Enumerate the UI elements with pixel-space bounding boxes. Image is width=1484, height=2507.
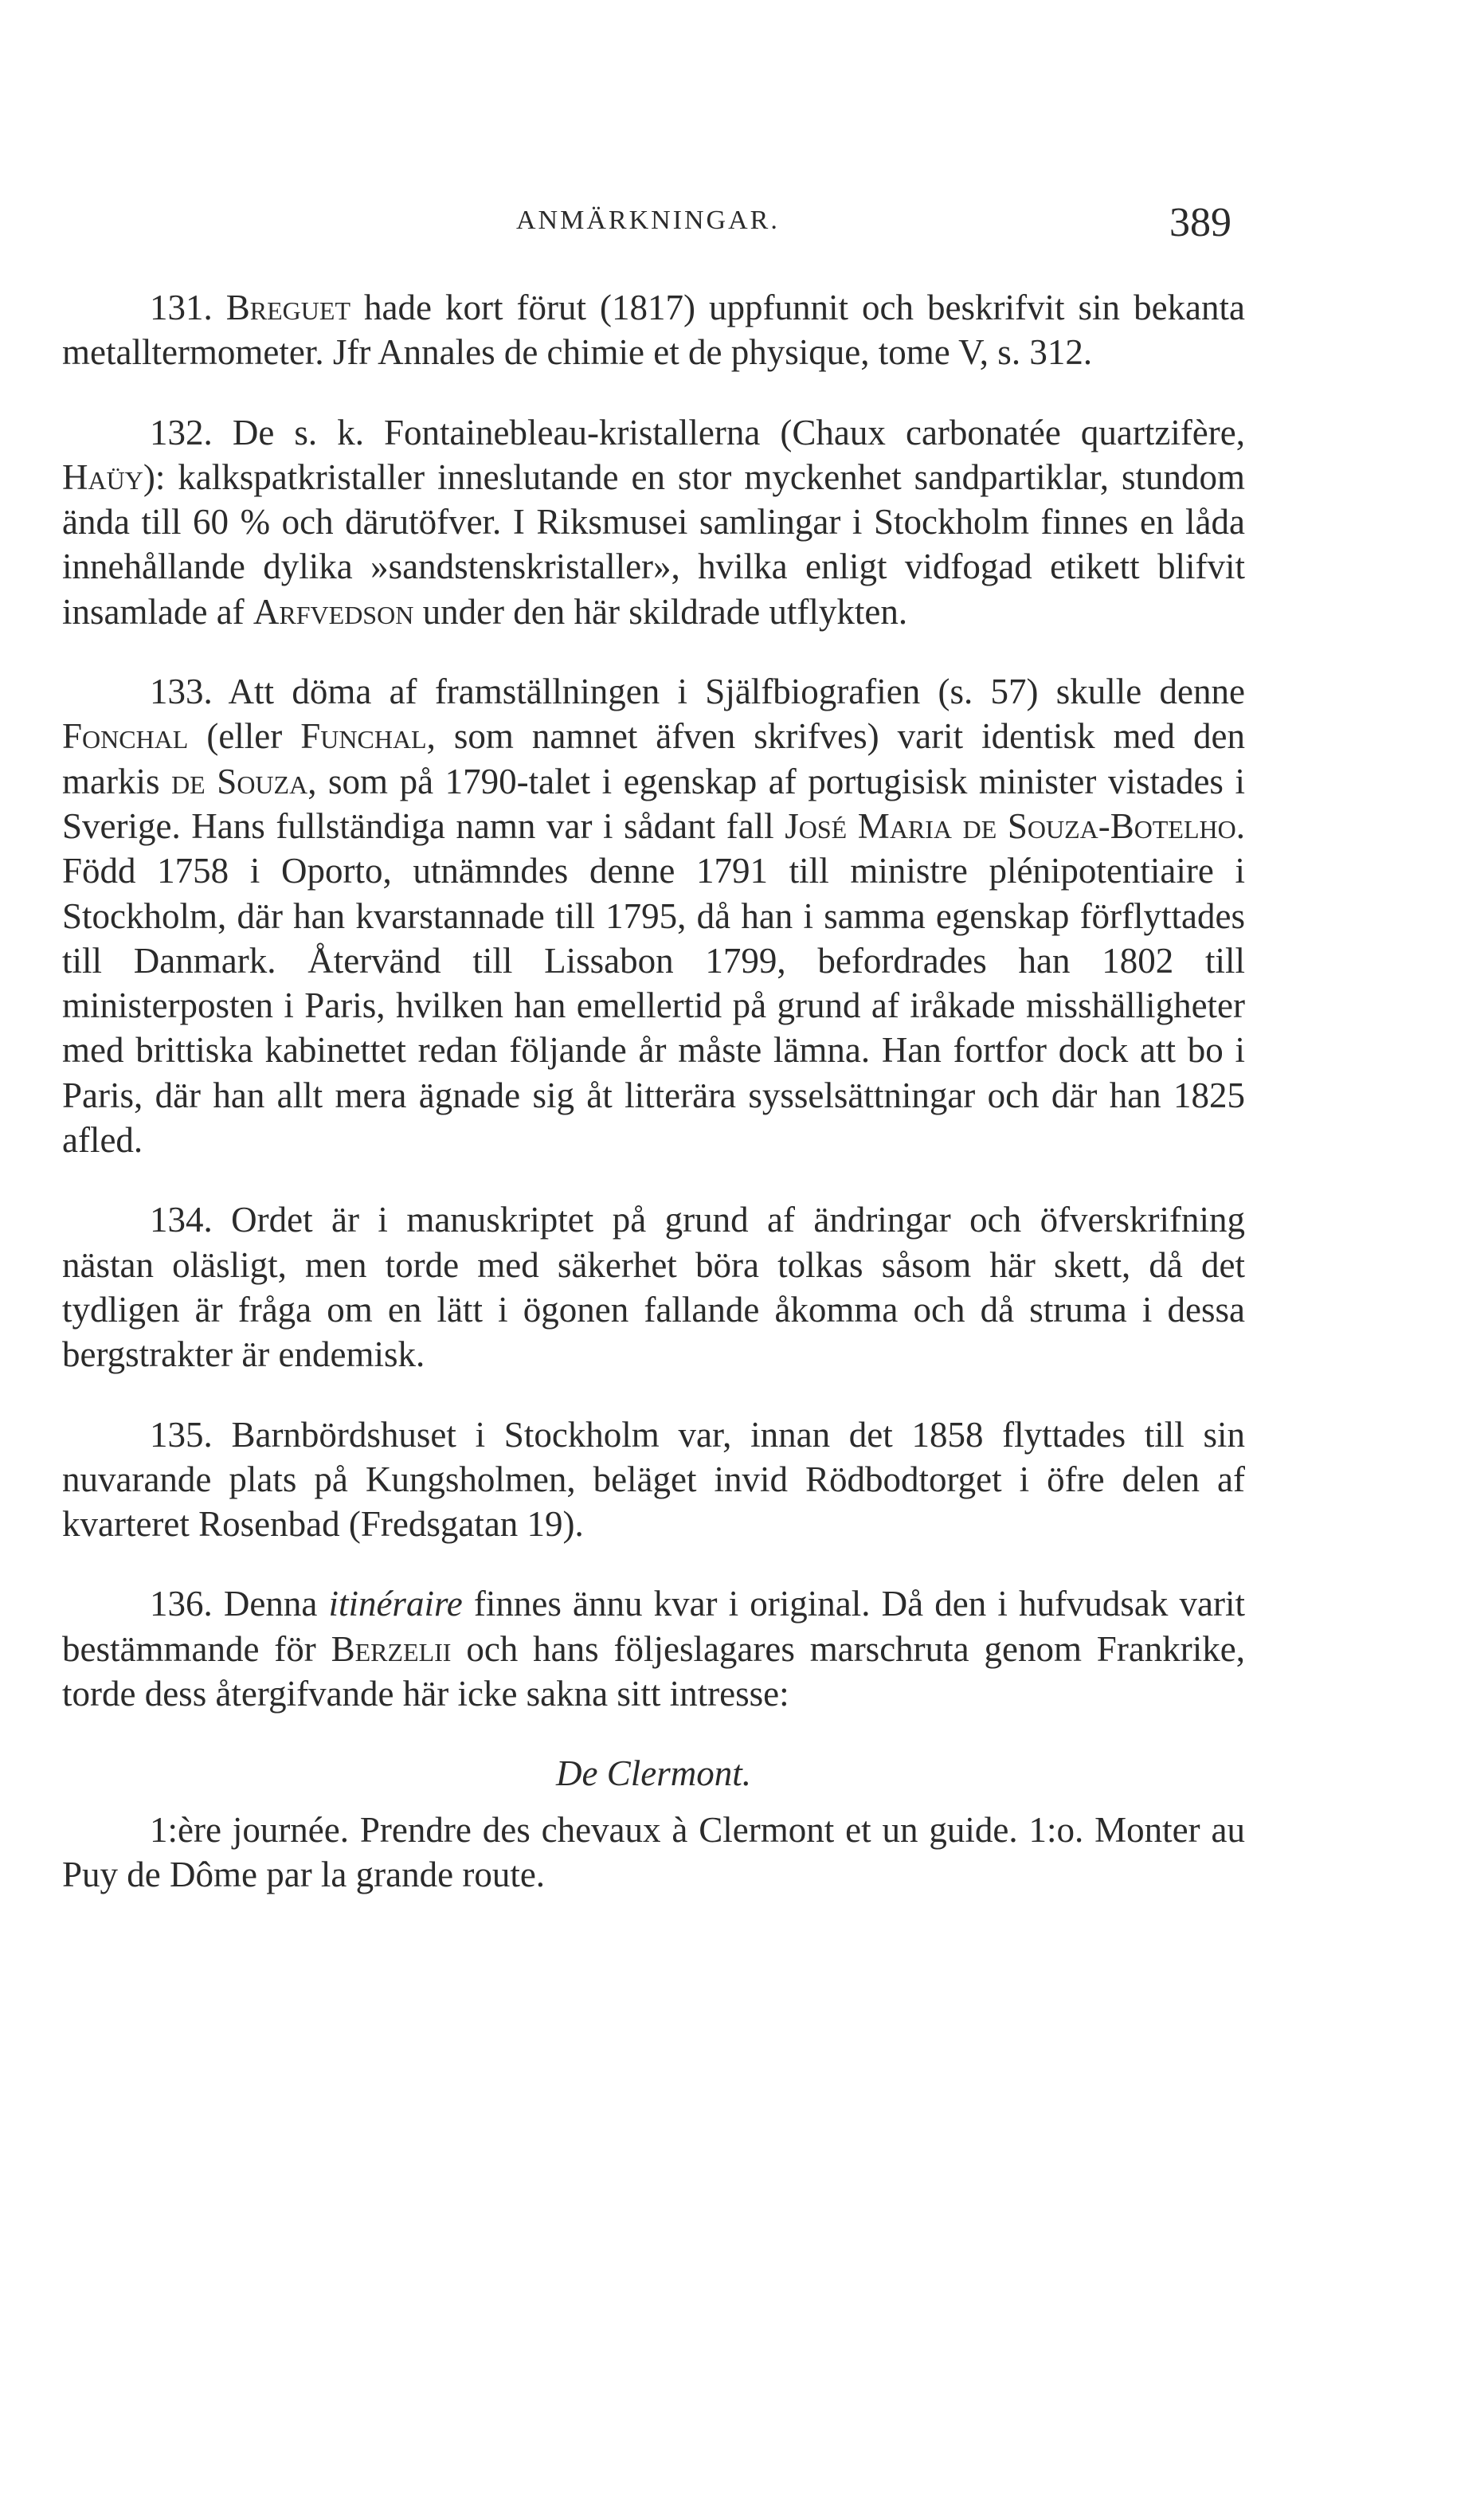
- note-number: 134.: [150, 1200, 213, 1240]
- note-133: [62, 669, 1245, 1162]
- running-head: ANMÄRKNINGAR.: [516, 206, 780, 235]
- note-number: 135.: [150, 1414, 213, 1455]
- note-text: och hans följeslagares marschruta genom Frankrike, torde dess återgifvande här icke sakna sitt intresse:: [62, 1628, 1246, 1714]
- note-text: , som på 1790-talet i egenskap af portugisisk minister vistades i Sverige. Hans fullständiga namn var i sådant fall: [62, 761, 1246, 846]
- note-text: Denna: [223, 1584, 318, 1624]
- note-text: . Född 1758 i Oporto, utnämndes denne 1791 till ministre plénipotentiaire i Stockholm, där han kvarstannade till 1795, då han i samma egenskap förflyttades till Danmark. Återvänd till Lissabon 1799, befordrades han 1802 till ministerposten i Paris, hvilken han emellertid på grund af iråkade misshälligheter med brittiska kabinettet redan följande år måste lämna. Han fortfor dock att bo i Paris, där han allt mera ägnade sig åt litterära sysselsättningar och där han 1825 afled.: [62, 805, 1245, 1161]
- note-text: under den här skildrade utflykten.: [422, 591, 908, 632]
- note-text: Barnbördshuset i Stockholm var, innan det 1858 flyttades till sin nuvarande plats på Kungsholmen, beläget invid Rödbodtorget i öfre delen af kvarteret Rosenbad (Fredsgatan 19).: [62, 1414, 1245, 1545]
- note-text: hade kort förut (1817) uppfunnit och beskrifvit sin bekanta metalltermometer. Jfr Annales de chimie et de physique, tome V, s. 312.: [62, 288, 1245, 373]
- note-131: [62, 285, 1245, 375]
- note-number: 136.: [150, 1584, 213, 1624]
- note-134: [62, 1197, 1245, 1377]
- note-text: De s. k. Fontainebleau-kristallerna (Chaux carbonatée quartzifère,: [232, 412, 1245, 452]
- itinerary-line: 1:ère journée. Prendre des chevaux à Clermont et un guide. 1:o. Monter au Puy de Dôme par la grande route.: [62, 1809, 1245, 1894]
- notes-body: [62, 285, 1245, 1897]
- note-text: ): kalkspatkristaller inneslutande en stor myckenhet sandpartiklar, stundom ända till 60 % och därutöfver. I Riksmusei samlingar i Stockholm finnes en låda innehållande dylika »sandstenskristaller», hvilka enligt vidfogad etikett blifvit insamlade af: [62, 456, 1245, 632]
- note-text: (eller: [206, 716, 283, 757]
- note-number: 132.: [150, 412, 213, 452]
- person-name: José Maria de Souza-Botelho: [785, 805, 1236, 846]
- italic-term: itinéraire: [328, 1584, 463, 1624]
- person-name: Funchal: [300, 716, 427, 757]
- person-name: Breguet: [225, 288, 350, 327]
- note-132: [62, 410, 1245, 634]
- person-name: Arfvedson: [253, 591, 414, 632]
- person-name: Fonchal: [62, 716, 189, 757]
- person-name: Haüy: [62, 456, 143, 497]
- section-heading: De Clermont.: [556, 1753, 751, 1794]
- note-text: , som namnet äfven skrifves) varit identisk med den markis: [62, 716, 1245, 801]
- note-number: 131.: [150, 288, 213, 327]
- note-136: [62, 1581, 1245, 1716]
- note-text: Att döma af framställningen i Själfbiografien (s. 57) skulle denne: [228, 672, 1245, 712]
- note-135: [62, 1412, 1245, 1547]
- person-name: de Souza: [171, 761, 308, 801]
- note-text: finnes ännu kvar i original. Då den i hufvudsak varit bestämmande för: [62, 1584, 1245, 1669]
- person-name: Berzelii: [331, 1628, 452, 1669]
- note-text: Ordet är i manuskriptet på grund af ändringar och öfverskrifning nästan oläsligt, men torde med säkerhet böra tolkas såsom här skett, då det tydligen är fråga om en lätt i ögonen fallande åkomma och då struma i dessa bergstrakter är endemisk.: [62, 1200, 1245, 1375]
- note-number: 133.: [150, 672, 213, 712]
- page-number: 389: [1169, 200, 1231, 245]
